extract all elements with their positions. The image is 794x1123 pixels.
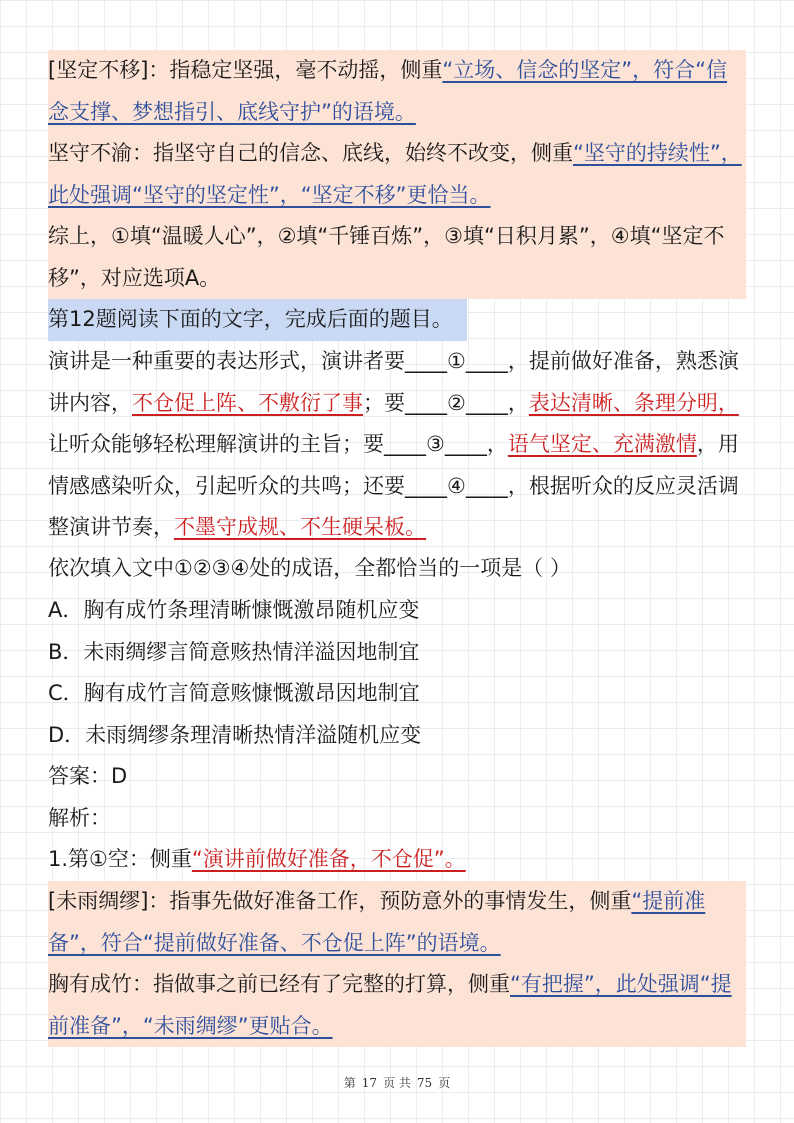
footer-prefix: 第: [343, 1076, 356, 1090]
footer-total-pages: 75: [416, 1076, 433, 1090]
answer-section: [48, 756, 746, 881]
point1-red: “演讲前做好准备，不仓促”。: [191, 847, 466, 871]
para4-lead: [未雨绸缪]：指事先做好准备工作，预防意外的事情发生，侧重: [48, 889, 632, 913]
para1-underlined: “立场、信念的坚定”，符合“信念支撑、梦想指引、底线守护”的语境。: [48, 58, 728, 124]
passage-red-1: 不仓促上阵、不敷衍了事: [132, 390, 363, 415]
definition-paragraph-jianshou: [48, 133, 746, 216]
question-text: 依次填入文中①②③④处的成语，全都恰当的一项是（ ）: [48, 556, 571, 580]
para2-lead: 坚守不渝：指坚守自己的信念、底线，始终不改变，侧重: [48, 141, 573, 165]
passage-text-3: 让听众能够轻松理解演讲的主旨；要____③____，: [48, 432, 508, 456]
passage-red-2: 表达清晰、条理分明，: [528, 390, 739, 415]
option-b: B．未雨绸缪言简意赅热情洋溢因地制宜: [48, 639, 420, 664]
analysis-label: 解析：: [48, 805, 111, 830]
para5-underlined: “有把握”，此处强调“提前准备”，“未雨绸缪”更贴合。: [48, 972, 732, 1038]
footer-page-number: 17: [361, 1076, 378, 1090]
passage-red-4: 不墨守成规、不生硬呆板。: [174, 515, 426, 539]
definition-paragraph-weiyu: [48, 881, 746, 964]
para4-underlined: “提前准备”，符合“提前做好准备、不仓促上阵”的语境。: [48, 889, 706, 955]
options-list: [48, 590, 746, 756]
option-c: C．胸有成竹言简意赅慷慨激昂因地制宜: [48, 681, 420, 705]
para2-underlined: “坚守的持续性”，此处强调“坚守的坚定性”，“坚定不移”更恰当。: [48, 141, 742, 207]
question-heading-wrap: [48, 299, 746, 341]
answer-text: 答案：D: [48, 764, 128, 788]
page-footer: [0, 1074, 794, 1091]
question-stem: [48, 548, 746, 590]
para1-lead: [坚定不移]：指稳定坚强，毫不动摇，侧重: [48, 58, 443, 82]
passage-text-2: ；要____②____，: [363, 390, 529, 415]
point1-lead: 1.第①空：侧重: [48, 847, 192, 871]
definition-paragraph-jianding: [48, 50, 746, 133]
para5-lead: 胸有成竹：指做事之前已经有了完整的打算，侧重: [48, 972, 510, 996]
definition-paragraph-xiongyou: [48, 964, 746, 1047]
passage-text-1: 演讲是一种重要的表达形式，演讲者要____①____，提前做好准备，熟悉演讲内容，: [48, 349, 739, 415]
summary-text: 综上，①填“温暖人心”，②填“千锤百炼”，③填“日积月累”，④填“坚定不移”，对应选项A。: [48, 224, 725, 290]
option-a: A．胸有成竹条理清晰慷慨激昂随机应变: [48, 598, 420, 622]
question-heading: 第12题阅读下面的文字，完成后面的题目。: [48, 299, 467, 341]
passage-text-4: ，用情感感染听众，引起听众的共鸣；还要____④____，根据听众的反应灵活调整演讲节奏，: [48, 432, 739, 539]
passage-red-3: 语气坚定、充满激情: [507, 432, 697, 456]
footer-suffix: 页: [438, 1076, 451, 1090]
point1-line: [48, 839, 746, 881]
reading-passage: [48, 341, 746, 549]
option-d: D．未雨绸缪条理清晰热情洋溢随机应变: [48, 722, 422, 747]
footer-middle: 页 共: [383, 1076, 411, 1090]
summary-paragraph: [48, 216, 746, 299]
